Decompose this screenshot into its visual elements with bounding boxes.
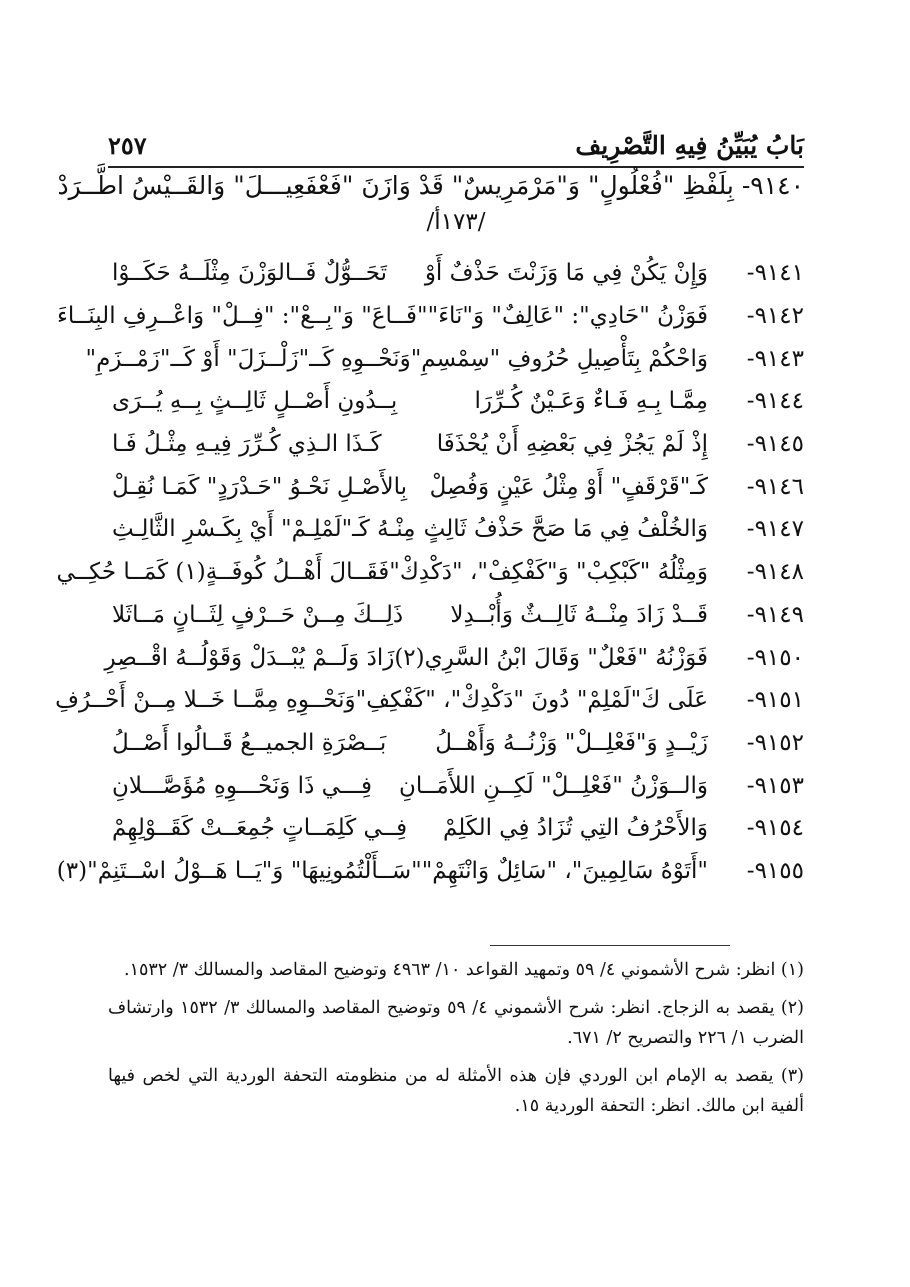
- verse-number: ٩١٤٧-: [746, 516, 804, 543]
- verse-list: [55, 252, 804, 892]
- verse-number: ٩١٤١-: [746, 260, 804, 287]
- verse-second-hemistich: بِالأَصْـلِ نَحْـوُ "حَـدْرَدٍ" كَمَـا نُقِـلْ: [112, 473, 408, 500]
- verse-line: [108, 380, 804, 423]
- verse-number: ٩١٤٥-: [746, 431, 804, 458]
- verse-first-hemistich: زَيْــدٍ وَ"فَعْلِــلْ" وَزْنُــهُ وَأَهْــلُ: [435, 729, 708, 756]
- verse-second-hemistich: وَنَحْــوِهِ كَــ"زَلْــزَلَ" أَوْ كَــ"زَمْــزَمِ": [85, 345, 411, 372]
- verse-line: [108, 594, 804, 637]
- verse-number: ٩١٥٥-: [746, 857, 804, 884]
- verse-number: ٩١٤٤-: [746, 388, 804, 415]
- verse-line: [57, 295, 804, 338]
- verse-second-hemistich: مِنْـهُ كَـ"لَمْلِـمْ" أَيْ بِكَـسْرِ الثَّالِـثِ: [112, 516, 416, 543]
- verse-9140: ٩١٤٠- بِلَفْظِ "فُعْلُولٍ" وَ"مَرْمَرِيسٌ" قَدْ وَازَنَ "فَعْفَعِيـــلَ" وَالقَــيْسُ اطَّــرَدْ: [57, 171, 804, 200]
- verse-line: [56, 551, 804, 594]
- verse-line: [108, 764, 804, 807]
- footnote-1: (١) انظر: شرح الأشموني ٤/ ٥٩ وتمهيد القواعد ١٠/ ٤٩٦٣ وتوضيح المقاصد والمسالك ٣/ ١٥٣٢.: [124, 960, 804, 980]
- verse-second-hemistich: وَنَحْــوِهِ مِمَّــا خَــلا مِــنْ أَحْــرُفِ: [55, 687, 356, 714]
- verse-first-hemistich: وَمِثْلُهُ "كَبْكِبْ" وَ"كَفْكِفْ"، "دَكْدِكْ": [389, 559, 708, 586]
- verse-number: ٩١٤٢-: [746, 303, 804, 330]
- verse-number: ٩١٥٠-: [746, 644, 804, 671]
- verse-first-hemistich: كَـ"قَرْقَفٍ" أَوْ مِثْلُ عَيْنٍ وَفُصِلْ: [429, 473, 708, 500]
- verse-first-hemistich: وَاحْكُمْ بِتَأْصِيلِ حُرُوفِ "سِمْسِمِ": [410, 345, 708, 372]
- verse-line: [108, 465, 804, 508]
- verse-number: ٩١٥٤-: [746, 815, 804, 842]
- verse-second-hemistich: زَادَ وَلَــمْ يُبْــدَلْ وَقَوْلُــهُ اقْــصِرِ: [104, 644, 395, 671]
- verse-second-hemistich: فِــي كَلِمَــاتٍ جُمِعَــتْ كَقَــوْلِهِمْ: [112, 815, 408, 842]
- verse-line: [85, 337, 804, 380]
- verse-first-hemistich: فَوَزْنُ "حَادِي": "عَالِفٌ" وَ"نَاءَ": [427, 303, 708, 330]
- footnotes: [108, 955, 804, 1129]
- verse-first-hemistich: "أَتَوْهُ سَالِمِينَ"، "سَائِلٌ وَانْتَهِمْ": [421, 857, 708, 884]
- verse-second-hemistich: تَحَــوُّلٌ فَــالوَزْنَ مِثْلَــهُ حَكَــوْا: [112, 260, 387, 287]
- verse-line: [108, 722, 804, 765]
- footnote-divider: [490, 945, 730, 946]
- verse-line: [108, 508, 804, 551]
- verse-line: [108, 807, 804, 850]
- verse-first-hemistich: فَوَزْنُهُ "فَعْلٌ" وَقَالَ ابْنُ السَّرِي(٢): [394, 644, 708, 671]
- verse-first-hemistich: وَالأَحْرُفُ التِي تُزَادُ فِي الكَلِمْ: [442, 815, 708, 842]
- footnote-2: (٢) يقصد به الزجاج. انظر: شرح الأشموني ٤/ ٥٩ وتوضيح المقاصد والمسالك ٣/ ١٥٣٢ وارتشاف الضرب ١/ ٢٢٦ والتصريح ٢/ ٦٧١.: [108, 998, 804, 1048]
- verse-line: [108, 423, 804, 466]
- footnote-3: (٣) يقصد به الإمام ابن الوردي فإن هذه الأمثلة له من منظومته التحفة الوردية التي لخص فيها ألفية ابن مالك. انظر: التحفة الوردية ١٥.: [108, 1066, 804, 1116]
- verse-second-hemistich: فِـــي ذَا وَنَحْـــوِهِ مُؤَصَّـــلانِ: [112, 772, 373, 799]
- verse-first-hemistich: وَالــوَزْنُ "فَعْلِــلْ" لَكِــنِ اللأَمَــانِ: [398, 772, 708, 799]
- page-number: ٢٥٧: [108, 131, 147, 160]
- verse-number: ٩١٤٦-: [746, 473, 804, 500]
- verse-first-hemistich: عَلَى كَ"لَمْلِمْ" دُونَ "دَكْدِكْ"، "كَفْكِفِ": [355, 687, 708, 714]
- verse-intro: [57, 168, 804, 240]
- verse-number: ٩١٥١-: [746, 687, 804, 714]
- verse-number: ٩١٥٢-: [746, 729, 804, 756]
- verse-line: [104, 636, 804, 679]
- verse-first-hemistich: مِمَّـا بِـهِ فَـاءٌ وَعَـيْنٌ كُـرِّرَا: [474, 388, 708, 415]
- verse-line: [55, 679, 804, 722]
- verse-line: [108, 252, 804, 295]
- verse-number: ٩١٤٩-: [746, 601, 804, 628]
- verse-number: ٩١٤٣-: [746, 345, 804, 372]
- verse-first-hemistich: قَــدْ زَادَ مِنْــهُ ثَالِــثٌ وَأُبْــدِلا: [450, 601, 708, 628]
- verse-number: ٩١٥٣-: [746, 772, 804, 799]
- verse-second-hemistich: فَقَــالَ أَهْــلُ كُوفَــةٍ(١) كَمَــا حُكِــي: [56, 559, 390, 586]
- verse-second-hemistich: بَــصْرَةِ الجميــعُ قَــالُوا أَصْــلُ: [112, 729, 387, 756]
- verse-second-hemistich: "فَــاعَ" وَ"بِــعْ": "فِــلْ" وَاعْــرِفِ البِنَــاءَ: [57, 303, 428, 330]
- verse-first-hemistich: وَإِنْ يَكُنْ فِي مَا وَزَنْتَ حَذْفٌ أَوْ: [424, 260, 708, 287]
- page-header: [108, 118, 804, 168]
- verse-second-hemistich: ذَلِــكَ مِــنْ حَــرْفٍ لِثَــانٍ مَــاثَلا: [112, 601, 404, 628]
- verse-second-hemistich: كَـذَا الـذِي كُـرِّرَ فِيـهِ مِثْـلُ فَـا: [112, 431, 382, 458]
- verse-number: ٩١٤٨-: [746, 559, 804, 586]
- verse-line: [56, 850, 804, 893]
- verse-first-hemistich: إِذْ لَمْ يَجُزْ فِي بَعْضِهِ أَنْ يُحْذَفَا: [436, 431, 708, 458]
- verse-first-hemistich: وَالخُلْفُ فِي مَا صَحَّ حَذْفُ ثَالِثٍ: [423, 516, 708, 543]
- verse-second-hemistich: "سَــأَلْتُمُونِيهَا" وَ"يَــا هَــوْلُ اسْــتَنِمْ"(٣): [56, 857, 422, 884]
- verse-second-hemistich: بِــدُونِ أَصْــلٍ ثَالِــثٍ بِــهِ يُــرَى: [112, 388, 398, 415]
- running-title: بَابُ يُبَيِّنُ فِيهِ التَّصْرِيف: [575, 131, 804, 160]
- folio-mark: /١٧٣أ/: [426, 209, 486, 235]
